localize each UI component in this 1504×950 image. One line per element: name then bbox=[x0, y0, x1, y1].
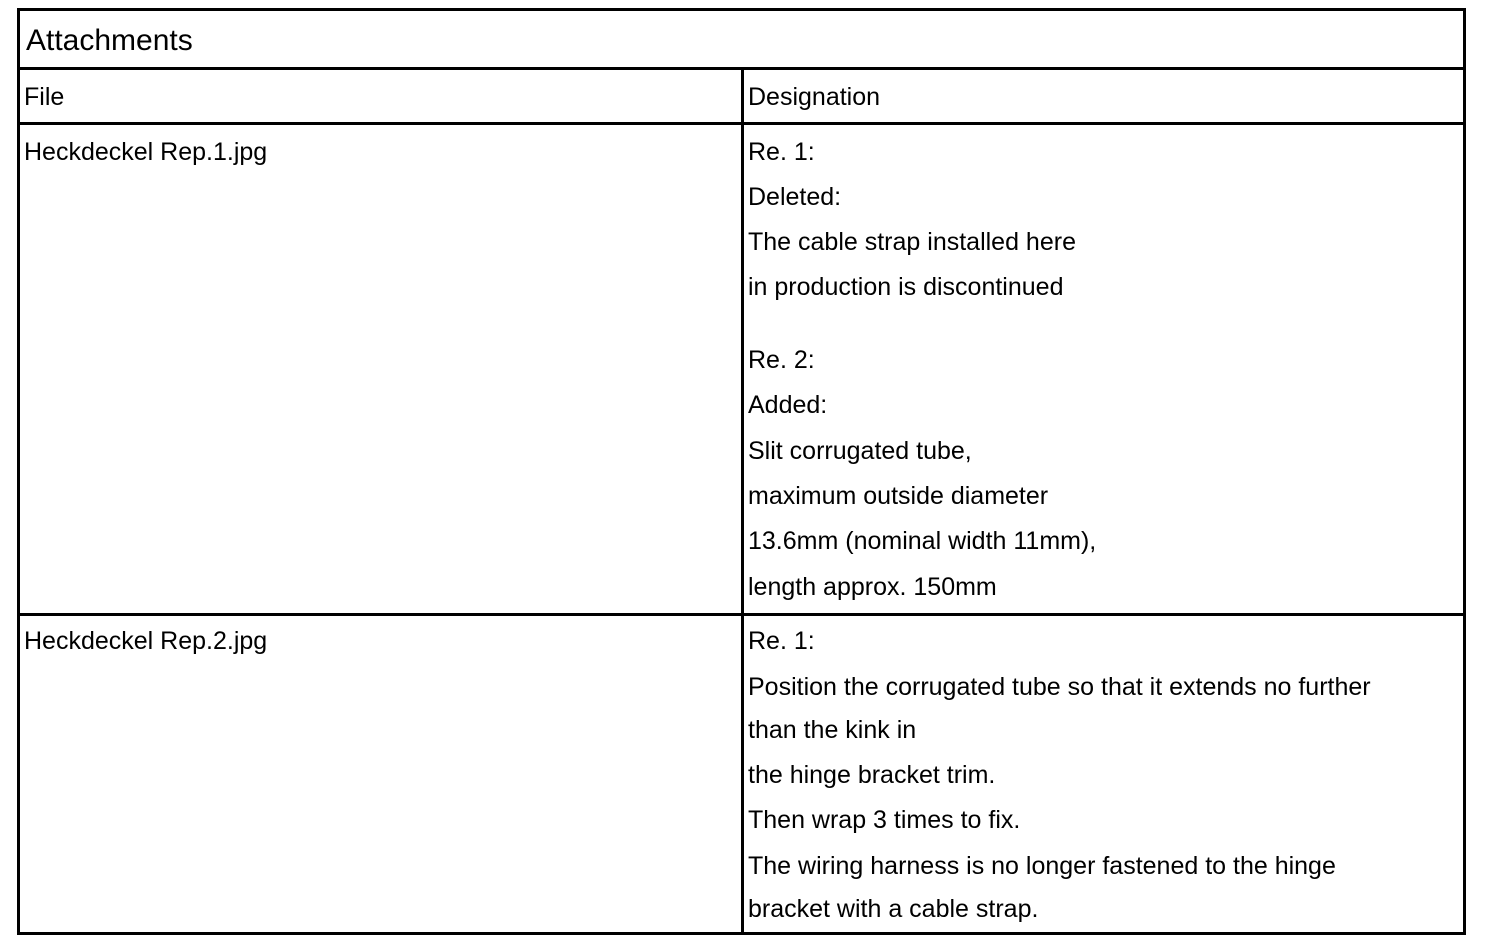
file-name-cell: Heckdeckel Rep.2.jpg bbox=[24, 627, 268, 655]
attachments-table bbox=[17, 8, 1466, 935]
designation-line: Deleted: bbox=[748, 183, 842, 211]
table-title: Attachments bbox=[26, 24, 193, 57]
designation-line: than the kink in bbox=[748, 716, 917, 744]
table-title-bar bbox=[20, 11, 1463, 70]
designation-line: Re. 2: bbox=[748, 346, 815, 374]
column-divider bbox=[741, 70, 744, 932]
designation-line: in production is discontinued bbox=[748, 273, 1064, 301]
designation-line: Re. 1: bbox=[748, 138, 815, 166]
column-header-file: File bbox=[24, 83, 65, 111]
designation-line: the hinge bracket trim. bbox=[748, 761, 996, 789]
designation-line: length approx. 150mm bbox=[748, 573, 997, 601]
designation-line: Added: bbox=[748, 391, 828, 419]
designation-line: 13.6mm (nominal width 11mm), bbox=[748, 527, 1097, 555]
file-name-cell: Heckdeckel Rep.1.jpg bbox=[24, 138, 268, 166]
designation-line: The wiring harness is no longer fastened to the hinge bbox=[748, 852, 1336, 880]
designation-line: Slit corrugated tube, bbox=[748, 437, 972, 465]
column-header-designation: Designation bbox=[748, 83, 881, 111]
designation-line: maximum outside diameter bbox=[748, 482, 1049, 510]
designation-cell bbox=[748, 626, 1371, 924]
designation-line: The cable strap installed here bbox=[748, 228, 1076, 256]
designation-cell bbox=[748, 137, 1096, 602]
designation-line: Position the corrugated tube so that it extends no further bbox=[748, 673, 1371, 701]
designation-line: bracket with a cable strap. bbox=[748, 895, 1039, 923]
designation-line: Then wrap 3 times to fix. bbox=[748, 806, 1021, 834]
designation-line: Re. 1: bbox=[748, 627, 815, 655]
row-separator bbox=[20, 613, 1463, 616]
